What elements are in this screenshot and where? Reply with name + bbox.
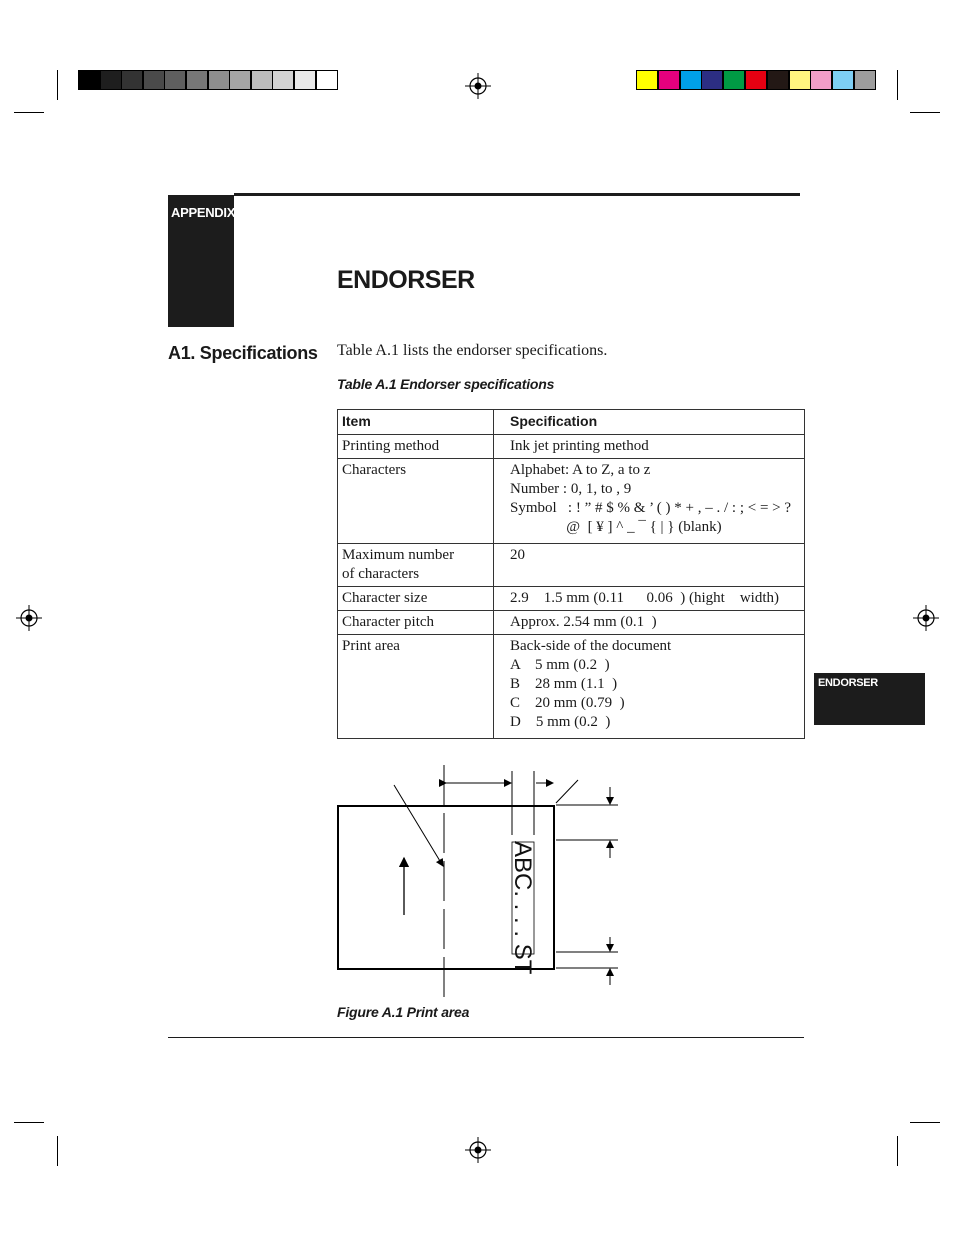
item-text: Maximum number xyxy=(342,547,455,563)
appendix-label: APPENDIX xyxy=(171,205,236,220)
gray-swatch xyxy=(294,70,316,90)
spec-text: C 20 mm (0.79 ) xyxy=(510,695,625,711)
gray-swatch xyxy=(208,70,230,90)
item-cell xyxy=(338,435,494,459)
figure-caption: Figure A.1 Print area xyxy=(337,1004,470,1020)
gray-swatch xyxy=(78,70,100,90)
item-text: of characters xyxy=(342,566,420,582)
registration-mark-icon xyxy=(463,71,493,101)
print-sample-text: ABC. . . . ST xyxy=(509,841,536,975)
spec-text: 20 xyxy=(510,547,525,563)
table-header-row xyxy=(338,410,805,435)
item-cell xyxy=(338,459,494,544)
color-swatch xyxy=(701,70,723,90)
item-cell xyxy=(338,635,494,739)
spec-text: A 5 mm (0.2 ) xyxy=(510,657,610,673)
intro-paragraph: Table A.1 lists the endorser specifications. xyxy=(337,342,608,359)
spec-text: Alphabet: A to Z, a to z xyxy=(510,462,651,478)
crop-mark xyxy=(910,112,940,113)
crop-mark xyxy=(910,1122,940,1123)
registration-mark-icon xyxy=(463,1135,493,1165)
table-row xyxy=(338,635,805,739)
spec-text: @ [ ¥ ] ^ _ ¯ { | } (blank) xyxy=(510,519,722,535)
gray-swatch xyxy=(251,70,273,90)
item-text: Print area xyxy=(342,638,400,654)
color-swatch xyxy=(745,70,767,90)
spec-cell xyxy=(494,611,805,635)
gray-swatch xyxy=(316,70,338,90)
gray-swatch xyxy=(186,70,208,90)
crop-mark xyxy=(57,1136,58,1166)
gray-swatch xyxy=(121,70,143,90)
gray-swatch xyxy=(164,70,186,90)
chapter-title: ENDORSER xyxy=(337,266,475,294)
item-cell xyxy=(338,611,494,635)
print-area-diagram xyxy=(330,765,630,1000)
color-swatch xyxy=(723,70,745,90)
crop-mark xyxy=(14,1122,44,1123)
spec-text: Ink jet printing method xyxy=(510,438,649,454)
gray-swatch xyxy=(143,70,165,90)
color-swatch xyxy=(789,70,811,90)
leader-line xyxy=(394,785,443,866)
spec-text: Approx. 2.54 mm (0.1 ) xyxy=(510,614,657,630)
gray-swatch xyxy=(272,70,294,90)
spec-text: Back-side of the document xyxy=(510,638,672,654)
crop-mark xyxy=(57,70,58,100)
registration-mark-icon xyxy=(14,603,44,633)
spec-cell xyxy=(494,635,805,739)
crop-mark xyxy=(897,70,898,100)
crop-mark xyxy=(14,112,44,113)
spec-text: D 5 mm (0.2 ) xyxy=(510,714,611,730)
color-swatch xyxy=(658,70,680,90)
spec-text: Symbol : ! ” # $ % & ’ ( ) * + , – . / : ; < = > ? xyxy=(510,500,792,516)
spec-table xyxy=(337,409,805,739)
item-cell xyxy=(338,544,494,587)
column-header-item: Item xyxy=(338,410,494,435)
spec-cell xyxy=(494,435,805,459)
spec-cell xyxy=(494,459,805,544)
color-swatch xyxy=(767,70,789,90)
spec-text: 2.9 1.5 mm (0.11 0.06 ) (hight width) xyxy=(510,590,780,606)
header-rule xyxy=(234,193,800,196)
side-tab-label: ENDORSER xyxy=(818,677,878,689)
column-header-specification: Specification xyxy=(494,410,805,435)
item-text: Characters xyxy=(342,462,407,478)
table-row xyxy=(338,611,805,635)
table-row xyxy=(338,587,805,611)
item-text: Printing method xyxy=(342,438,440,454)
footer-rule xyxy=(168,1037,804,1038)
crop-mark xyxy=(897,1136,898,1166)
color-swatch xyxy=(854,70,876,90)
color-swatch xyxy=(636,70,658,90)
item-text: Character size xyxy=(342,590,428,606)
gray-swatch xyxy=(229,70,251,90)
table-row xyxy=(338,435,805,459)
table-row xyxy=(338,544,805,587)
spec-text: B 28 mm (1.1 ) xyxy=(510,676,618,692)
spec-cell xyxy=(494,544,805,587)
gray-swatch xyxy=(100,70,122,90)
item-cell xyxy=(338,587,494,611)
table-row xyxy=(338,459,805,544)
item-text: Character pitch xyxy=(342,614,435,630)
registration-mark-icon xyxy=(911,603,941,633)
spec-cell xyxy=(494,587,805,611)
color-swatch xyxy=(680,70,702,90)
section-heading: A1. Specifications xyxy=(168,343,318,363)
table-caption: Table A.1 Endorser specifications xyxy=(337,376,555,392)
color-swatch xyxy=(832,70,854,90)
spec-text: Number : 0, 1, to , 9 xyxy=(510,481,632,497)
color-swatch xyxy=(810,70,832,90)
